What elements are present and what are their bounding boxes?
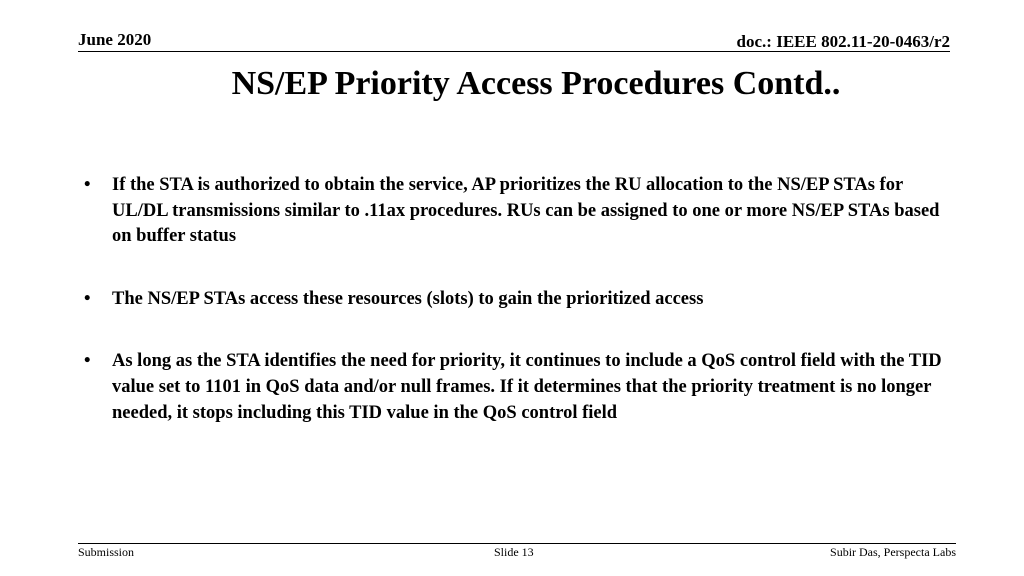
footer-submission: Submission (78, 545, 135, 559)
bullet-list (84, 173, 954, 426)
footer-slide-number: Slide 13 (494, 545, 534, 559)
bullet-marker: • (84, 175, 91, 195)
bullet-item (84, 349, 954, 426)
footer-author: Subir Das, Perspecta Labs (830, 545, 956, 559)
bullet-marker: • (84, 351, 91, 372)
bullet-text: If the STA is authorized to obtain the service, AP prioritizes the RU allocation to the NS/EP STAs for UL/DL transmissions similar to .11ax procedures. RUs can be assigned to one or more NS/EP STAs based on buffer status (112, 175, 940, 247)
header-doc-id: doc.: IEEE 802.11-20-0463/r2 (736, 32, 950, 51)
header-divider (78, 51, 950, 52)
bullet-text: As long as the STA identifies the need for priority, it continues to include a QoS control field with the TID value set to 1101 in QoS data and/or null frames. If it determines that the priority treatment is no longer needed, it stops including this TID value in the QoS control field (112, 351, 942, 423)
slide-title: NS/EP Priority Access Procedures Contd.. (231, 65, 841, 102)
bullet-text: The NS/EP STAs access these resources (slots) to gain the prioritized access (112, 288, 704, 309)
header-date: June 2020 (78, 30, 152, 49)
footer-divider (78, 543, 956, 544)
bullet-marker: • (84, 288, 91, 309)
bullet-item (84, 173, 954, 250)
bullet-item (84, 287, 954, 313)
